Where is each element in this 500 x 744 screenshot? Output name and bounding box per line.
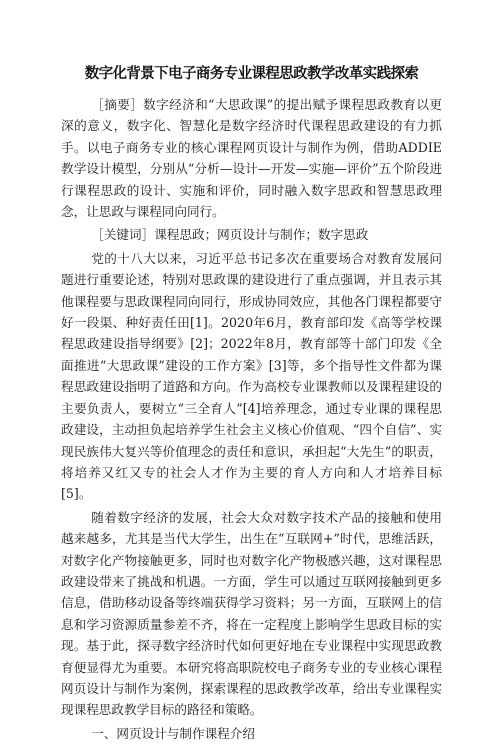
- abstract-paragraph: ［摘要］数字经济和“大思政课”的提出赋予课程思政教育以更深的意义，数字化、智慧化是数字经济时代课程思政建设的有力抓手。以电子商务专业的核心课程网页设计与制作为例，借助ADDIE教学设计模型，分别从“分析—设计—开发—实施—评价”五个阶段进行课程思政的设计、实施和评价，同时融入数字思政和智慧思政理念，让思政与课程同向同行。: [61, 97, 442, 220]
- section-heading: 一、网页设计与制作课程介绍: [91, 725, 255, 741]
- body-paragraph-2: 随着数字经济的发展，社会大众对数字技术产品的接触和使用越来越多，尤其是当代大学生，出生在“互联网+”时代，思维活跃，对数字化产物接触更多，同时也对数字化产物极感兴趣，这对课程思政建设带来了挑战和机遇。一方面，学生可以通过互联网接触到更多信息，借助移动设备等终端获得学习资料；另一方面，互联网上的信息和学习资源质量参差不齐，将在一定程度上影响学生思政目标的实现。基于此，探寻数字经济时代如何更好地在专业课程中实现思政教育便显得尤为重要。本研究将高职院校电子商务专业的专业核心课程网页设计与制作为案例，探索课程的思政教学改革，给出专业课程实现课程思政教学目标的路径和策略。: [61, 509, 442, 718]
- body-paragraph-1: 党的十八大以来，习近平总书记多次在重要场合对教育发展问题进行重要论述，特别对思政课的建设进行了重点强调，并且表示其他课程要与思政课程同向同行，形成协同效应，其他各门课程都要守好一段渠、种好责任田[1]。2020年6月，教育部印发《高等学校课程思政建设指导纲要》[2]；2022年8月，教育部等十部门印发《全面推进“大思政课”建设的工作方案》[3]等，多个指导性文件都为课程思政建设指明了道路和方向。作为高校专业课教师以及课程建设的主要负责人，要树立“三全育人”[4]培养理念，通过专业课的课程思政建设，主动担负起培养学生社会主义核心价值观、“四个自信”、实现民族伟大复兴等价值理念的责任和意识，承担起“大先生”的职责，将培养又红又专的社会人才作为主要的育人方向和人才培养目标[5]。: [61, 250, 442, 502]
- keywords-paragraph: ［关键词］课程思政；网页设计与制作；数字思政: [91, 227, 369, 243]
- paper-title: 数字化背景下电子商务专业课程思政教学改革实践探索: [84, 66, 419, 82]
